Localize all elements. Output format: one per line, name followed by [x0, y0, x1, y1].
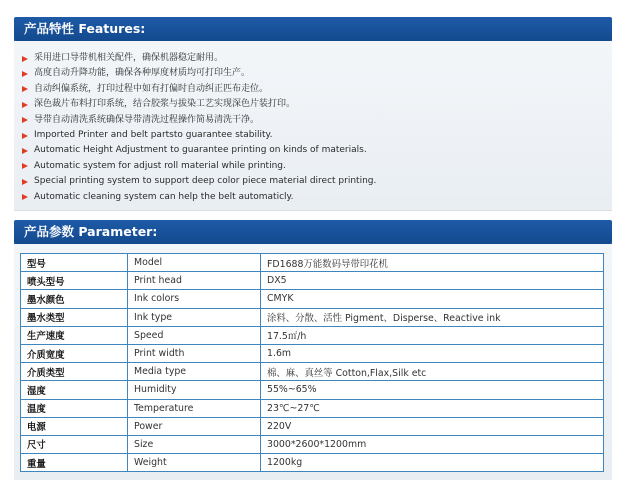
feature-item: [22, 82, 612, 97]
param-name-cn: 尺寸: [21, 435, 128, 453]
parameters-title: 产品参数 Parameter:: [24, 224, 158, 239]
table-row: [21, 308, 604, 326]
param-name-en: Humidity: [128, 381, 261, 399]
param-name-cn: 墨水颜色: [21, 290, 128, 308]
table-row: [21, 454, 604, 472]
param-value: 1200kg: [261, 454, 604, 472]
param-value: CMYK: [261, 290, 604, 308]
table-row: [21, 399, 604, 417]
table-row: [21, 254, 604, 272]
param-value: 55%~65%: [261, 381, 604, 399]
param-name-en: Ink colors: [128, 290, 261, 308]
param-name-cn: 电源: [21, 417, 128, 435]
param-name-en: Ink type: [128, 308, 261, 326]
table-row: [21, 363, 604, 381]
param-name-en: Power: [128, 417, 261, 435]
arrow-right-icon: [22, 102, 28, 108]
param-name-cn: 湿度: [21, 381, 128, 399]
feature-item: [22, 190, 612, 205]
table-row: [21, 435, 604, 453]
arrow-right-icon: [22, 163, 28, 169]
feature-item: [22, 159, 612, 174]
feature-item: [22, 128, 612, 143]
arrow-right-icon: [22, 148, 28, 154]
param-name-cn: 介质宽度: [21, 344, 128, 362]
feature-text: 自动纠偏系统，打印过程中如有打偏时自动纠正匹布走位。: [34, 83, 269, 94]
feature-list: [14, 41, 612, 205]
feature-text: Automatic system for adjust roll material while printing.: [34, 160, 286, 171]
param-name-en: Weight: [128, 454, 261, 472]
arrow-right-icon: [22, 71, 28, 77]
param-name-cn: 喷头型号: [21, 272, 128, 290]
param-name-en: Model: [128, 254, 261, 272]
parameters-table: [20, 253, 604, 472]
param-name-cn: 介质类型: [21, 363, 128, 381]
feature-item: [22, 143, 612, 158]
features-panel: [14, 41, 612, 211]
param-name-cn: 温度: [21, 399, 128, 417]
param-value: DX5: [261, 272, 604, 290]
feature-item: [22, 113, 612, 128]
table-row: [21, 417, 604, 435]
param-value: 1.6m: [261, 344, 604, 362]
feature-text: Automatic Height Adjustment to guarantee printing on kinds of materials.: [34, 145, 367, 156]
param-name-en: Speed: [128, 326, 261, 344]
arrow-right-icon: [22, 117, 28, 123]
arrow-right-icon: [22, 56, 28, 62]
feature-item: [22, 51, 612, 66]
table-row: [21, 290, 604, 308]
feature-text: 高度自动升降功能，确保各种厚度材质均可打印生产。: [34, 68, 251, 79]
features-header: [14, 17, 612, 41]
arrow-right-icon: [22, 179, 28, 185]
param-value: 23℃~27℃: [261, 399, 604, 417]
param-value: 3000*2600*1200mm: [261, 435, 604, 453]
param-name-cn: 型号: [21, 254, 128, 272]
feature-text: Special printing system to support deep color piece material direct printing.: [34, 176, 377, 187]
param-name-cn: 墨水类型: [21, 308, 128, 326]
feature-text: 采用进口导带机相关配件，确保机器稳定耐用。: [34, 53, 224, 63]
param-name-en: Media type: [128, 363, 261, 381]
arrow-right-icon: [22, 194, 28, 200]
table-row: [21, 272, 604, 290]
param-value: 涂料、分散、活性 Pigment、Disperse、Reactive ink: [261, 308, 604, 326]
param-value: 棉、麻、真丝等 Cotton,Flax,Silk etc: [261, 363, 604, 381]
arrow-right-icon: [22, 133, 28, 139]
feature-text: 深色裁片布料打印系统，结合胶浆与拔染工艺实现深色片装打印。: [34, 99, 296, 110]
feature-text: Imported Printer and belt partsto guarantee stability.: [34, 129, 273, 140]
table-row: [21, 381, 604, 399]
param-name-en: Print head: [128, 272, 261, 290]
feature-text: Automatic cleaning system can help the belt automaticly.: [34, 191, 294, 202]
table-row: [21, 344, 604, 362]
param-value: FD1688万能数码导带印花机: [261, 254, 604, 272]
param-name-cn: 生产速度: [21, 326, 128, 344]
param-name-en: Print width: [128, 344, 261, 362]
arrow-right-icon: [22, 86, 28, 92]
param-name-cn: 重量: [21, 454, 128, 472]
param-name-en: Size: [128, 435, 261, 453]
param-name-en: Temperature: [128, 399, 261, 417]
table-row: [21, 326, 604, 344]
param-value: 17.5㎡/h: [261, 326, 604, 344]
features-title: 产品特性 Features:: [24, 21, 146, 36]
feature-text: 导带自动清洗系统确保导带清洗过程操作简易清洗干净。: [34, 114, 260, 125]
feature-item: [22, 97, 612, 112]
param-value: 220V: [261, 417, 604, 435]
feature-item: [22, 66, 612, 81]
feature-item: [22, 174, 612, 189]
parameters-header: [14, 220, 612, 244]
